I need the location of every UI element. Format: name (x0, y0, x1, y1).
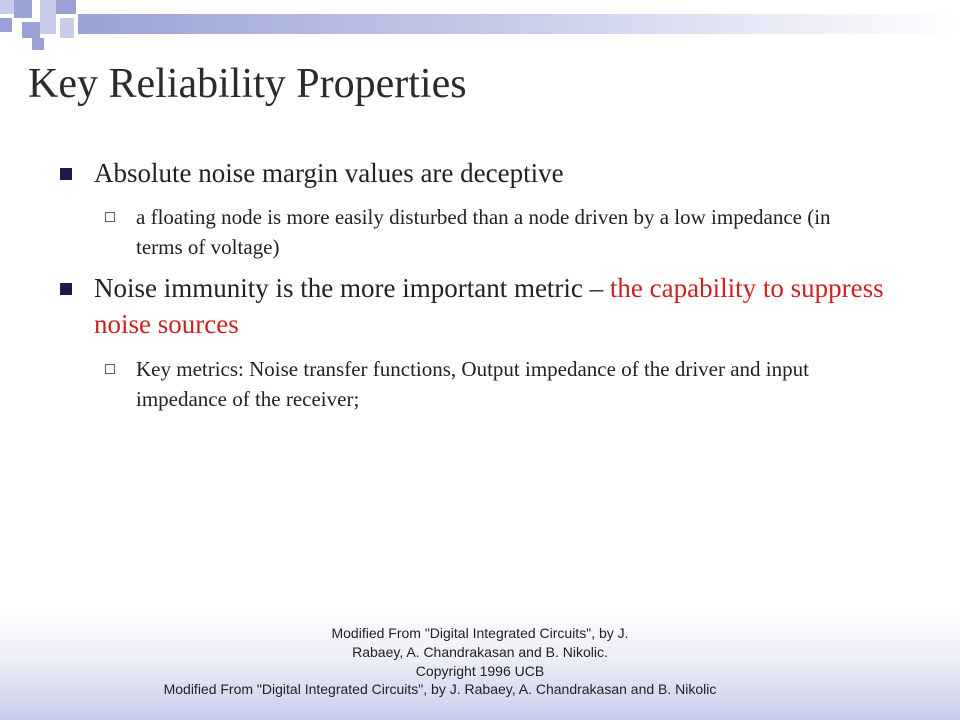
hollow-square-icon (105, 212, 115, 222)
hollow-square-icon (105, 364, 115, 374)
sub-bullet-1-text: a floating node is more easily disturbed than a node driven by a low impedance (in terms of voltage) (136, 205, 831, 259)
slide-title: Key Reliability Properties (28, 61, 467, 107)
footer-credit-long: Modified From "Digital Integrated Circuits", by J. Rabaey, A. Chandrakasan and B. Nikolic (163, 681, 717, 697)
bullet-1 (94, 155, 894, 191)
sub-bullet-2-text: Key metrics: Noise transfer functions, Output impedance of the driver and input impedance of the receiver; (136, 357, 809, 411)
footer-credit-short: Modified From "Digital Integrated Circuits", by J. Rabaey, A. Chandrakasan and B. Nikolic. Copyright 1996 UCB (331, 625, 629, 679)
bullet-square-icon (60, 283, 72, 295)
sub-bullet-2 (136, 354, 886, 414)
bullet-square-icon (60, 168, 72, 180)
bullet-2 (94, 270, 894, 342)
header-gradient-bar (78, 14, 960, 34)
bullet-1-text: Absolute noise margin values are deceptive (94, 158, 564, 188)
bullet-2-text: Noise immunity is the more important metric – (94, 273, 604, 303)
bullet-2-highlight: the capability to suppress noise sources (94, 273, 884, 339)
sub-bullet-1 (136, 202, 876, 262)
